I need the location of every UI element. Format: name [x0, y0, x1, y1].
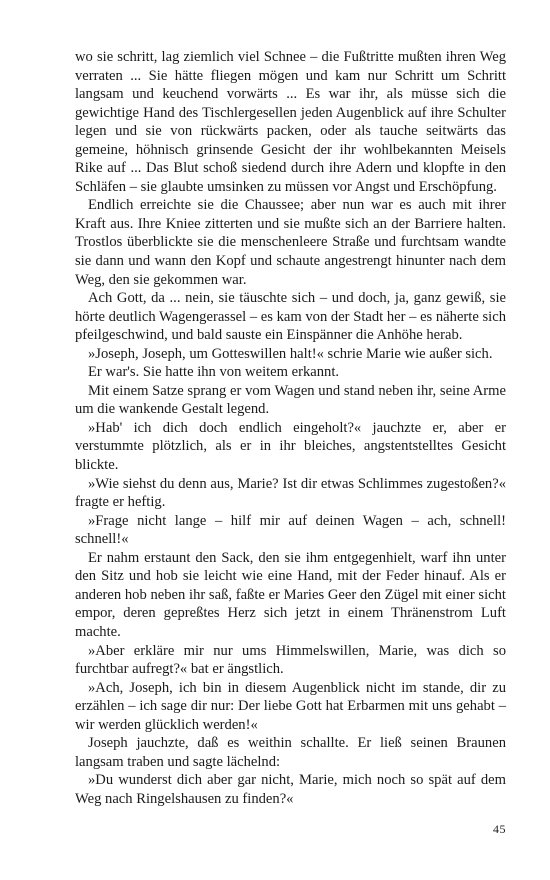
- paragraph: wo sie schritt, lag ziemlich viel Schnee – die Fußtritte mußten ihren Weg verraten ... Sie hätte fliegen mögen und kam nur Schritt um Schritt langsam und keuchend vorwärts ... Es war ihr, als müsse sich die gewichtige Hand des Tischlergesellen jeden Augenblick auf ihre Schulter legen und sie von rückwärts packen, oder als tauche seitwärts das gemeine, höhnisch grinsende Gesicht der ihr wohlbekannten Meisels Rike auf ... Das Blut schoß siedend durch ihre Adern und klopfte in den Schläfen – sie glaubte umsinken zu müssen vor Angst und Erschöpfung.: [75, 49, 506, 195]
- paragraph: Er war's. Sie hatte ihn von weitem erkannt.: [88, 364, 340, 381]
- paragraph: »Joseph, Joseph, um Gotteswillen halt!« schrie Marie wie außer sich.: [88, 345, 493, 362]
- paragraph: Er nahm erstaunt den Sack, den sie ihm entgegenhielt, warf ihn unter den Sitz und hob sie leicht wie eine Hand, mit der Feder hinauf. Als er anderen hob neben ihr saß, faßte er Maries Geer den Zügel mit einer sicht empor, deren gepreßtes Herz sich jetzt in einem Thränenstrom Luft machte.: [75, 549, 506, 640]
- paragraph: »Frage nicht lange – hilf mir auf deinen Wagen – ach, schnell! schnell!«: [75, 512, 506, 548]
- paragraph: Ach Gott, da ... nein, sie täuschte sich – und doch, ja, ganz gewiß, sie hörte deutlich Wagengerassel – es kam von der Stadt her – es näherte sich pfeilgeschwind, und bald sauste ein Einspänner die Anhöhe herab.: [75, 290, 506, 344]
- paragraph: »Aber erkläre mir nur ums Himmelswillen, Marie, was dich so furchtbar aufregt?« bat er ängstlich.: [75, 642, 506, 678]
- paragraph: Joseph jauchzte, daß es weithin schallte. Er ließ seinen Braunen langsam traben und sagte lächelnd:: [75, 735, 506, 770]
- page-number: 45: [493, 822, 506, 836]
- paragraph: »Hab' ich dich doch endlich eingeholt?« jauchzte er, aber er verstummte plötzlich, als er in ihr bleiches, angstentstelltes Gesicht blickte.: [75, 419, 506, 474]
- paragraph: »Du wunderst dich aber gar nicht, Marie, mich noch so spät auf dem Weg nach Ringelshausen zu finden?«: [75, 772, 506, 807]
- paragraph: »Ach, Joseph, ich bin in diesem Augenblick nicht im stande, dir zu erzählen – ich sage dir nur: Der liebe Gott hat Erbarmen mit uns gehabt – wir werden glücklich werden!«: [75, 679, 506, 733]
- paragraph: Mit einem Satze sprang er vom Wagen und stand neben ihr, seine Arme um die wankende Gestalt legend.: [75, 382, 506, 418]
- paragraph: »Wie siehst du denn aus, Marie? Ist dir etwas Schlimmes zugestoßen?« fragte er heftig.: [75, 475, 506, 511]
- body-text: [75, 48, 506, 808]
- paragraph: Endlich erreichte sie die Chaussee; aber nun war es auch mit ihrer Kraft aus. Ihre Kniee zitterten und sie mußte sich an der Barriere halten. Trostlos überblickte sie die menschenleere Straße und furchtsam wandte sie dann und wann den Kopf und schaute angestrengt hinunter nach dem Weg, den sie gekommen war.: [75, 197, 506, 288]
